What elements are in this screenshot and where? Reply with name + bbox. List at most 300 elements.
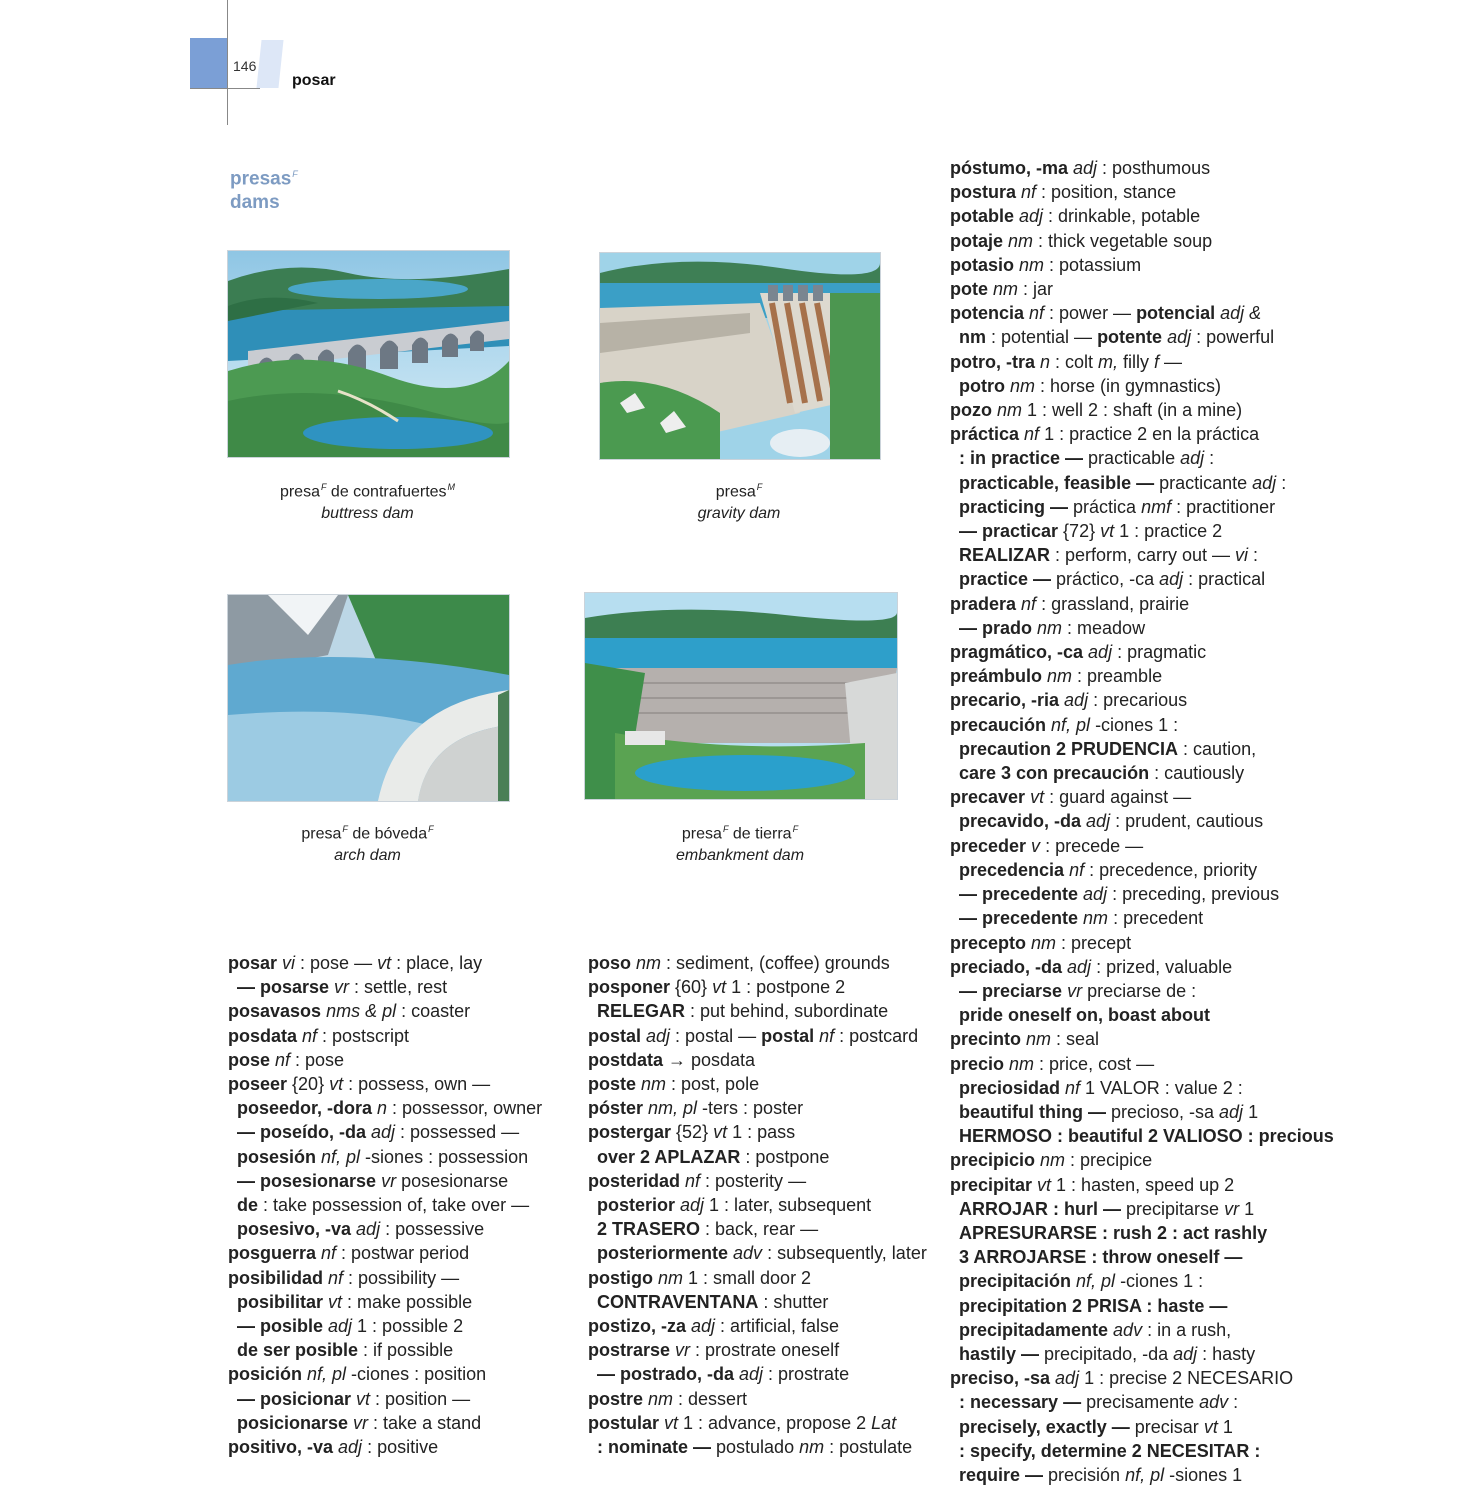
- section-title-es: presas: [230, 168, 292, 190]
- entry-text: : horse (in gymnastics): [1035, 375, 1222, 396]
- entry-headword: : in practice —: [959, 448, 1089, 469]
- entry-text: : jar: [1018, 279, 1054, 300]
- entry-text: vi: [277, 953, 296, 973]
- entry-text: : possessor, owner: [387, 1098, 543, 1119]
- entry-text: 1: [1239, 1198, 1255, 1219]
- entry-text: práctica: [1073, 496, 1137, 517]
- entry-line: [950, 204, 1334, 228]
- entry-text: nf: [270, 1049, 291, 1070]
- entry-text: vt: [1025, 787, 1045, 808]
- entry-text: : postpone: [740, 1146, 830, 1167]
- entry-text: : preamble: [1072, 666, 1163, 687]
- entry-text: vt: [323, 1291, 343, 1312]
- entry-text: vt: [329, 1074, 344, 1095]
- entry-line: [228, 1435, 542, 1459]
- entry-line: [950, 1245, 1334, 1269]
- entry-headword: postrarse: [588, 1340, 671, 1361]
- entry-line: [950, 906, 1334, 930]
- entry-line: [228, 1096, 542, 1120]
- entry-line: [588, 1387, 927, 1411]
- entry-line: [950, 398, 1334, 422]
- entry-text: vt: [713, 1122, 728, 1143]
- entry-text: nm, pl: [643, 1098, 698, 1119]
- entry-text: 1 : practice 2: [1114, 521, 1223, 542]
- entry-headword: postal: [588, 1025, 642, 1046]
- entry-headword: preciosidad: [959, 1077, 1061, 1098]
- entry-text: precisar: [1134, 1416, 1199, 1437]
- entry-text: : postal —: [670, 1025, 762, 1046]
- entry-line: [950, 495, 1334, 519]
- entry-line: [950, 616, 1334, 640]
- embankment-dam-illustration: [584, 592, 898, 800]
- entry-headword: — posicionar: [237, 1388, 352, 1409]
- entry-line: [588, 1217, 927, 1241]
- entry-line: [228, 999, 542, 1023]
- entry-text: -ciones 1 :: [1115, 1271, 1204, 1292]
- entry-headword: precio: [950, 1053, 1005, 1074]
- entry-line: [950, 1415, 1334, 1439]
- entry-headword: precaución: [950, 714, 1047, 735]
- entry-text: :: [1228, 1392, 1239, 1413]
- entry-headword: beautiful thing —: [959, 1101, 1111, 1122]
- entry-line: [950, 374, 1334, 398]
- entry-text: {52}: [671, 1122, 714, 1143]
- entry-line: [228, 1362, 542, 1386]
- entry-text: → posdata: [663, 1049, 756, 1070]
- entry-text: v: [1026, 835, 1041, 856]
- entry-text: : position, stance: [1036, 182, 1177, 203]
- entries-column-1: [228, 951, 542, 1459]
- entry-text: practicante: [1159, 472, 1248, 493]
- entry-line: [228, 1338, 542, 1362]
- entry-line: [588, 1048, 927, 1072]
- entry-text: vt: [1032, 1174, 1052, 1195]
- entry-headword: postdata: [588, 1049, 664, 1070]
- entry-text: precipitado, -da: [1044, 1343, 1169, 1364]
- entry-text: n: [372, 1098, 388, 1119]
- entry-headword: pozo: [950, 400, 992, 421]
- entry-text: : precipice: [1065, 1150, 1153, 1171]
- entry-headword: precinto: [950, 1029, 1022, 1050]
- entry-text: :: [1276, 472, 1287, 493]
- entry-headword: posicionarse: [237, 1412, 349, 1433]
- margin-rule: [227, 0, 228, 125]
- entry-text: nf: [1016, 182, 1037, 203]
- entry-headword: practicable, feasible —: [959, 472, 1160, 493]
- entry-headword: REALIZAR: [959, 545, 1050, 566]
- entry-text: {72}: [1058, 521, 1101, 542]
- entry-headword: precedencia: [959, 859, 1065, 880]
- entry-text: adj: [323, 1316, 353, 1337]
- entry-text: : possess, own —: [343, 1074, 491, 1095]
- entry-text: Lat: [871, 1412, 897, 1433]
- entry-line: [950, 592, 1334, 616]
- entry-headword: — prado: [959, 617, 1033, 638]
- entry-headword: preceder: [950, 835, 1027, 856]
- entry-text: nm: [988, 279, 1019, 300]
- entry-text: nf: [814, 1025, 835, 1046]
- entry-text: : price, cost —: [1034, 1053, 1155, 1074]
- entry-text: : power —: [1044, 303, 1137, 324]
- entry-text: nf: [680, 1170, 701, 1191]
- entry-text: : perform, carry out —: [1050, 545, 1236, 566]
- entry-text: : postulate: [824, 1437, 913, 1458]
- entry-line: [950, 1294, 1334, 1318]
- entry-text: 1 : pass: [727, 1122, 796, 1143]
- entry-line: [228, 1169, 542, 1193]
- entry-text: : in a rush,: [1142, 1319, 1232, 1340]
- entry-headword: posteriormente: [597, 1243, 729, 1264]
- entry-text: :: [1248, 545, 1259, 566]
- entry-headword: poseer: [228, 1074, 288, 1095]
- entries-column-2: [588, 951, 927, 1459]
- entry-text: adj: [1162, 327, 1192, 348]
- entry-headword: — preciarse: [959, 980, 1063, 1001]
- entry-headword: preciso, -sa: [950, 1368, 1051, 1389]
- entry-text: : potassium: [1044, 254, 1142, 275]
- entry-line: [950, 1221, 1334, 1245]
- entry-line: [950, 955, 1334, 979]
- figure-caption-en: arch dam: [334, 847, 401, 865]
- entry-line: [950, 446, 1334, 470]
- entry-headword: potable: [950, 206, 1015, 227]
- entry-line: [588, 1193, 927, 1217]
- entry-text: vi: [1235, 545, 1249, 566]
- figure-caption-gravity: presa$^F$ gravity dam: [599, 476, 879, 525]
- entry-text: 1: [1217, 1416, 1233, 1437]
- entry-headword: — postrado, -da: [597, 1364, 735, 1385]
- entry-text: adj: [1083, 642, 1113, 663]
- entry-line: [950, 688, 1334, 712]
- entry-headword: — posarse: [237, 977, 330, 998]
- entry-headword: 3 ARROJARSE : throw oneself —: [959, 1247, 1243, 1268]
- entry-text: : precede —: [1040, 835, 1144, 856]
- entry-text: filly: [1118, 351, 1155, 372]
- entry-text: : postscript: [317, 1025, 410, 1046]
- entry-text: : sediment, (coffee) grounds: [661, 953, 890, 973]
- entry-text: : colt: [1050, 351, 1099, 372]
- entry-line: [588, 999, 927, 1023]
- entry-line: [950, 979, 1334, 1003]
- entry-line: [228, 975, 542, 999]
- entry-headword: postre: [588, 1388, 644, 1409]
- entry-text: —: [1159, 351, 1183, 372]
- entry-headword: postergar: [588, 1122, 672, 1143]
- entry-text: : post, pole: [666, 1074, 760, 1095]
- entry-text: 1 : advance, propose 2: [678, 1412, 872, 1433]
- entry-line: [950, 809, 1334, 833]
- entry-headword: posguerra: [228, 1243, 317, 1264]
- entry-line: [588, 1362, 927, 1386]
- entry-headword: pride oneself on, boast about: [959, 1005, 1211, 1026]
- entry-headword: : necessary —: [959, 1392, 1087, 1413]
- entry-text: adj: [1068, 158, 1098, 178]
- entry-headword: posponer: [588, 977, 671, 998]
- entry-text: nm: [631, 953, 662, 973]
- entry-text: precisión: [1048, 1464, 1121, 1485]
- entry-text: adj: [1078, 884, 1108, 905]
- entry-text: : guard against —: [1044, 787, 1192, 808]
- entry-text: f: [1154, 351, 1160, 372]
- entry-text: {60}: [670, 977, 713, 998]
- entry-text: nf: [1016, 593, 1037, 614]
- entry-headword: hastily —: [959, 1343, 1045, 1364]
- figure-caption-arch: presa$^F$ de bóveda$^F$ arch dam: [227, 818, 508, 867]
- entry-text: : grassland, prairie: [1036, 593, 1190, 614]
- entry-text: nf, pl: [1120, 1464, 1165, 1485]
- entry-text: : possibility —: [343, 1267, 460, 1288]
- section-title-sup: F: [292, 169, 298, 179]
- figure-caption-buttress: presa$^F$ de contrafuertes$^M$ buttress dam: [227, 476, 508, 525]
- entry-text: : posthumous: [1097, 158, 1211, 178]
- entry-headword: care 3 con precaución: [959, 763, 1150, 784]
- entry-text: adj: [1050, 1368, 1080, 1389]
- entry-text: : place, lay: [391, 953, 483, 973]
- entry-headword: práctica: [950, 424, 1020, 445]
- entry-line: [950, 422, 1334, 446]
- entry-line: [950, 1076, 1334, 1100]
- entry-text: potencial: [1136, 303, 1216, 324]
- entry-text: : take a stand: [368, 1412, 482, 1433]
- entry-headword: precisely, exactly —: [959, 1416, 1135, 1437]
- entry-line: [950, 931, 1334, 955]
- entry-text: : prized, valuable: [1091, 956, 1233, 977]
- entry-line: [228, 951, 542, 975]
- entry-headword: precavido, -da: [959, 811, 1082, 832]
- header-rule: [190, 88, 260, 89]
- entry-text: : subsequently, later: [762, 1243, 927, 1264]
- entry-text: nf: [297, 1025, 318, 1046]
- entry-line: [950, 1366, 1334, 1390]
- entry-headword: RELEGAR: [597, 1001, 686, 1022]
- entry-line: [950, 1197, 1334, 1221]
- entry-line: [950, 1173, 1334, 1197]
- entry-text: :: [1204, 448, 1215, 469]
- entry-line: [950, 882, 1334, 906]
- entry-text: postal: [761, 1025, 815, 1046]
- entry-text: nf: [1019, 424, 1040, 445]
- entry-text: nm: [1004, 1053, 1035, 1074]
- entry-line: [950, 713, 1334, 737]
- entry-headword: — practicar: [959, 521, 1059, 542]
- entry-text: adv: [728, 1243, 763, 1264]
- entry-text: potente: [1097, 327, 1163, 348]
- entry-headword: de ser posible: [237, 1340, 359, 1361]
- entry-line: [950, 1100, 1334, 1124]
- entry-headword: posición: [228, 1364, 303, 1385]
- entry-text: nf: [316, 1243, 337, 1264]
- gravity-dam-illustration: [599, 252, 881, 460]
- entry-text: nm: [1035, 1150, 1066, 1171]
- entry-headword: precaution 2 PRUDENCIA: [959, 738, 1179, 759]
- entry-headword: posdata: [228, 1025, 298, 1046]
- entry-line: [950, 180, 1334, 204]
- entry-line: [588, 975, 927, 999]
- entry-headword: : specify, determine 2 NECESITAR :: [959, 1440, 1261, 1461]
- entry-text: nm: [992, 400, 1023, 421]
- entry-text: nf, pl: [1071, 1271, 1116, 1292]
- entry-text: adj: [1175, 448, 1205, 469]
- entry-headword: — poseído, -da: [237, 1122, 367, 1143]
- entry-line: [588, 1120, 927, 1144]
- entry-line: [950, 229, 1334, 253]
- entry-headword: pote: [950, 279, 988, 300]
- entry-line: [950, 1052, 1334, 1076]
- entry-text: : prostrate: [763, 1364, 850, 1385]
- entry-line: [228, 1120, 542, 1144]
- entry-headword: CONTRAVENTANA: [597, 1291, 759, 1312]
- buttress-dam-illustration: [227, 250, 510, 458]
- entry-headword: HERMOSO : beautiful 2 VALIOSO : precious: [959, 1126, 1334, 1147]
- entry-text: vr: [1062, 980, 1083, 1001]
- entry-text: : pragmatic: [1112, 642, 1207, 663]
- entry-line: [950, 761, 1334, 785]
- entry-text: nm: [1014, 254, 1045, 275]
- entry-headword: posar: [228, 953, 278, 973]
- entry-headword: — precedente: [959, 908, 1079, 929]
- entry-line: [950, 471, 1334, 495]
- entry-line: [588, 1338, 927, 1362]
- entry-text: nm: [636, 1074, 667, 1095]
- entry-line: [950, 301, 1334, 325]
- entry-text: vt: [1198, 1416, 1218, 1437]
- entry-headword: poseedor, -dora: [237, 1098, 373, 1119]
- entry-text: nm: [1003, 230, 1034, 251]
- entry-text: -siones 1: [1164, 1464, 1243, 1485]
- entry-text: vt: [659, 1412, 679, 1433]
- entry-headword: poso: [588, 953, 631, 973]
- entry-text: nf: [323, 1267, 344, 1288]
- entry-text: 1 VALOR : value 2 :: [1080, 1077, 1243, 1098]
- entry-line: [950, 156, 1334, 180]
- entry-text: : caution,: [1178, 738, 1257, 759]
- entry-line: [588, 1169, 927, 1193]
- entry-text: : settle, rest: [349, 977, 448, 998]
- entry-line: [228, 1290, 542, 1314]
- entry-text: preciarse de :: [1082, 980, 1197, 1001]
- entry-text: : preceding, previous: [1107, 884, 1280, 905]
- entry-line: [950, 325, 1334, 349]
- running-head: posar: [292, 72, 336, 89]
- entry-text: m,: [1098, 351, 1119, 372]
- entry-text: vr: [670, 1340, 691, 1361]
- entry-headword: precepto: [950, 932, 1027, 953]
- entry-text: : postcard: [834, 1025, 919, 1046]
- entry-headword: nm: [959, 327, 986, 348]
- entries-column-3: [950, 156, 1334, 1487]
- entry-line: [950, 253, 1334, 277]
- entry-line: [588, 1145, 927, 1169]
- entry-headword: posibilitar: [237, 1291, 324, 1312]
- entry-text: : drinkable, potable: [1043, 206, 1201, 227]
- entry-text: vt: [351, 1388, 371, 1409]
- entry-headword: APRESURARSE : rush 2 : act rashly: [959, 1222, 1268, 1243]
- entry-text: 1 : postpone 2: [726, 977, 846, 998]
- entry-text: nf, pl: [1046, 714, 1091, 735]
- entry-text: vt: [712, 977, 727, 998]
- entry-text: : powerful: [1191, 327, 1275, 348]
- entry-text: vr: [376, 1170, 397, 1191]
- entry-line: [950, 1318, 1334, 1342]
- entry-text: : potential —: [986, 327, 1098, 348]
- entry-line: [950, 1148, 1334, 1172]
- page-tab-shadow: [256, 40, 283, 88]
- entry-line: [950, 1342, 1334, 1366]
- entry-line: [228, 1193, 542, 1217]
- entry-text: nm: [1026, 932, 1057, 953]
- entry-headword: precaver: [950, 787, 1026, 808]
- entry-headword: — precedente: [959, 884, 1079, 905]
- entry-line: [228, 1217, 542, 1241]
- entry-text: adv: [1108, 1319, 1143, 1340]
- entry-text: 1 : later, subsequent: [704, 1195, 872, 1216]
- entry-text: adj: [675, 1195, 705, 1216]
- entry-line: [588, 1096, 927, 1120]
- entry-line: [950, 664, 1334, 688]
- entry-line: [588, 1411, 927, 1435]
- entry-text: : cautiously: [1149, 763, 1245, 784]
- entry-headword: precipitar: [950, 1174, 1033, 1195]
- entry-text: postulado: [716, 1437, 795, 1458]
- entry-headword: postular: [588, 1412, 660, 1433]
- entry-text: adj: [1062, 956, 1092, 977]
- entry-text: adj: [366, 1122, 396, 1143]
- entry-text: : precedence, priority: [1084, 859, 1258, 880]
- entry-headword: posesión: [237, 1146, 317, 1167]
- entry-text: nm: [794, 1437, 825, 1458]
- entry-text: : dessert: [673, 1388, 748, 1409]
- entry-headword: póster: [588, 1098, 644, 1119]
- entry-text: nf, pl: [302, 1364, 347, 1385]
- entry-line: [588, 1241, 927, 1265]
- entry-text: adj: [1059, 690, 1089, 711]
- entry-line: [228, 1241, 542, 1265]
- entry-headword: — posesionarse: [237, 1170, 377, 1191]
- entry-text: : shutter: [758, 1291, 829, 1312]
- entry-text: : practitioner: [1171, 496, 1276, 517]
- entry-headword: potro: [959, 375, 1005, 396]
- entry-text: nm: [1042, 666, 1073, 687]
- entry-text: vr: [348, 1412, 369, 1433]
- entry-text: : if possible: [358, 1340, 454, 1361]
- entry-text: precioso, -sa: [1110, 1101, 1215, 1122]
- entry-text: nf: [1064, 859, 1085, 880]
- entry-text: : possessed —: [395, 1122, 520, 1143]
- entry-text: : meadow: [1062, 617, 1146, 638]
- entry-text: nm: [1004, 375, 1035, 396]
- entry-line: [950, 350, 1334, 374]
- entry-headword: — posible: [237, 1316, 324, 1337]
- entry-line: [588, 1072, 927, 1096]
- section-title: [230, 162, 298, 215]
- entry-line: [228, 1411, 542, 1435]
- entry-line: [950, 277, 1334, 301]
- entry-text: : postwar period: [336, 1243, 470, 1264]
- entry-headword: posterior: [597, 1195, 676, 1216]
- entry-text: : take possession of, take over —: [258, 1195, 530, 1216]
- entry-line: [228, 1145, 542, 1169]
- entry-line: [588, 1290, 927, 1314]
- entry-line: [950, 1003, 1334, 1027]
- entry-text: -ters : poster: [697, 1098, 804, 1119]
- entry-headword: potencia: [950, 303, 1025, 324]
- entry-text: 1 : small door 2: [683, 1267, 812, 1288]
- entry-text: : pose: [290, 1049, 345, 1070]
- entry-headword: precipicio: [950, 1150, 1036, 1171]
- entry-text: adj: [351, 1219, 381, 1240]
- entry-text: : practical: [1183, 569, 1266, 590]
- section-title-en: dams: [230, 192, 280, 214]
